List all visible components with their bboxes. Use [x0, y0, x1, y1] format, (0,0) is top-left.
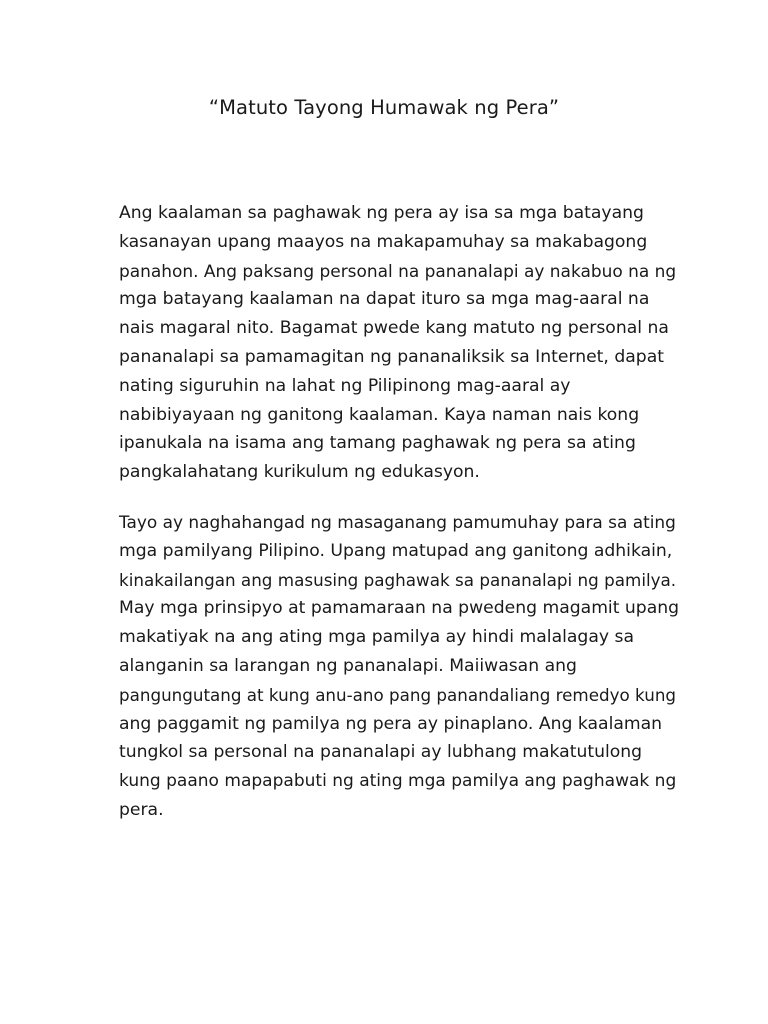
paragraph-line: pananalapi sa pamamagitan ng pananaliksik sa Internet, dapat	[119, 346, 664, 367]
paragraph-line: ipanukala na isama ang tamang paghawak ng pera sa ating	[119, 433, 636, 454]
paragraph-line: kung paano mapapabuti ng ating mga pamilya ang paghawak ng	[119, 771, 677, 792]
paragraph-line: makatiyak na ang ating mga pamilya ay hindi malalagay sa	[119, 627, 634, 648]
paragraph-line: ang paggamit ng pamilya ng pera ay pinaplano. Ang kaalaman	[119, 713, 663, 734]
paragraph-line: pangungutang at kung anu-ano pang panandaliang remedyo kung	[119, 684, 677, 705]
paragraph-line: kinakailangan ang masusing paghawak sa pananalapi ng pamilya.	[119, 569, 677, 590]
paragraph-line: nais magaral nito. Bagamat pwede kang matuto ng personal na	[119, 318, 669, 339]
paragraph-line: alanganin sa larangan ng pananalapi. Maiiwasan ang	[119, 655, 577, 676]
document-title: “Matuto Tayong Humawak ng Pera”	[208, 96, 560, 119]
paragraph-line: nating siguruhin na lahat ng Pilipinong mag-aaral ay	[119, 375, 571, 396]
paragraph-line: tungkol sa personal na pananalapi ay lubhang makatutulong	[119, 742, 643, 763]
paragraph-line: May mga prinsipyo at pamamaraan na pwedeng magamit upang	[119, 598, 680, 619]
paragraph-line: Ang kaalaman sa paghawak ng pera ay isa sa mga batayang	[119, 203, 644, 223]
paragraph-line: mga batayang kaalaman na dapat ituro sa mga mag-aaral na	[119, 289, 650, 310]
paragraph-1	[119, 199, 679, 487]
paragraph-line: mga pamilyang Pilipino. Upang matupad ang ganitong adhikain,	[119, 540, 673, 561]
paragraph-line: nabibiyayaan ng ganitong kaalaman. Kaya naman nais kong	[119, 404, 640, 425]
paragraph-line: pangkalahatang kurikulum ng edukasyon.	[119, 462, 480, 483]
paragraph-line: kasanayan upang maayos na makapamuhay sa makabagong	[119, 231, 648, 252]
paragraph-2	[119, 508, 679, 825]
paragraph-line: panahon. Ang paksang personal na pananalapi ay nakabuo na ng	[119, 260, 677, 281]
paragraph-line: Tayo ay naghahangad ng masaganang pamumuhay para sa ating	[119, 512, 676, 532]
paragraph-line: pera.	[119, 799, 164, 820]
